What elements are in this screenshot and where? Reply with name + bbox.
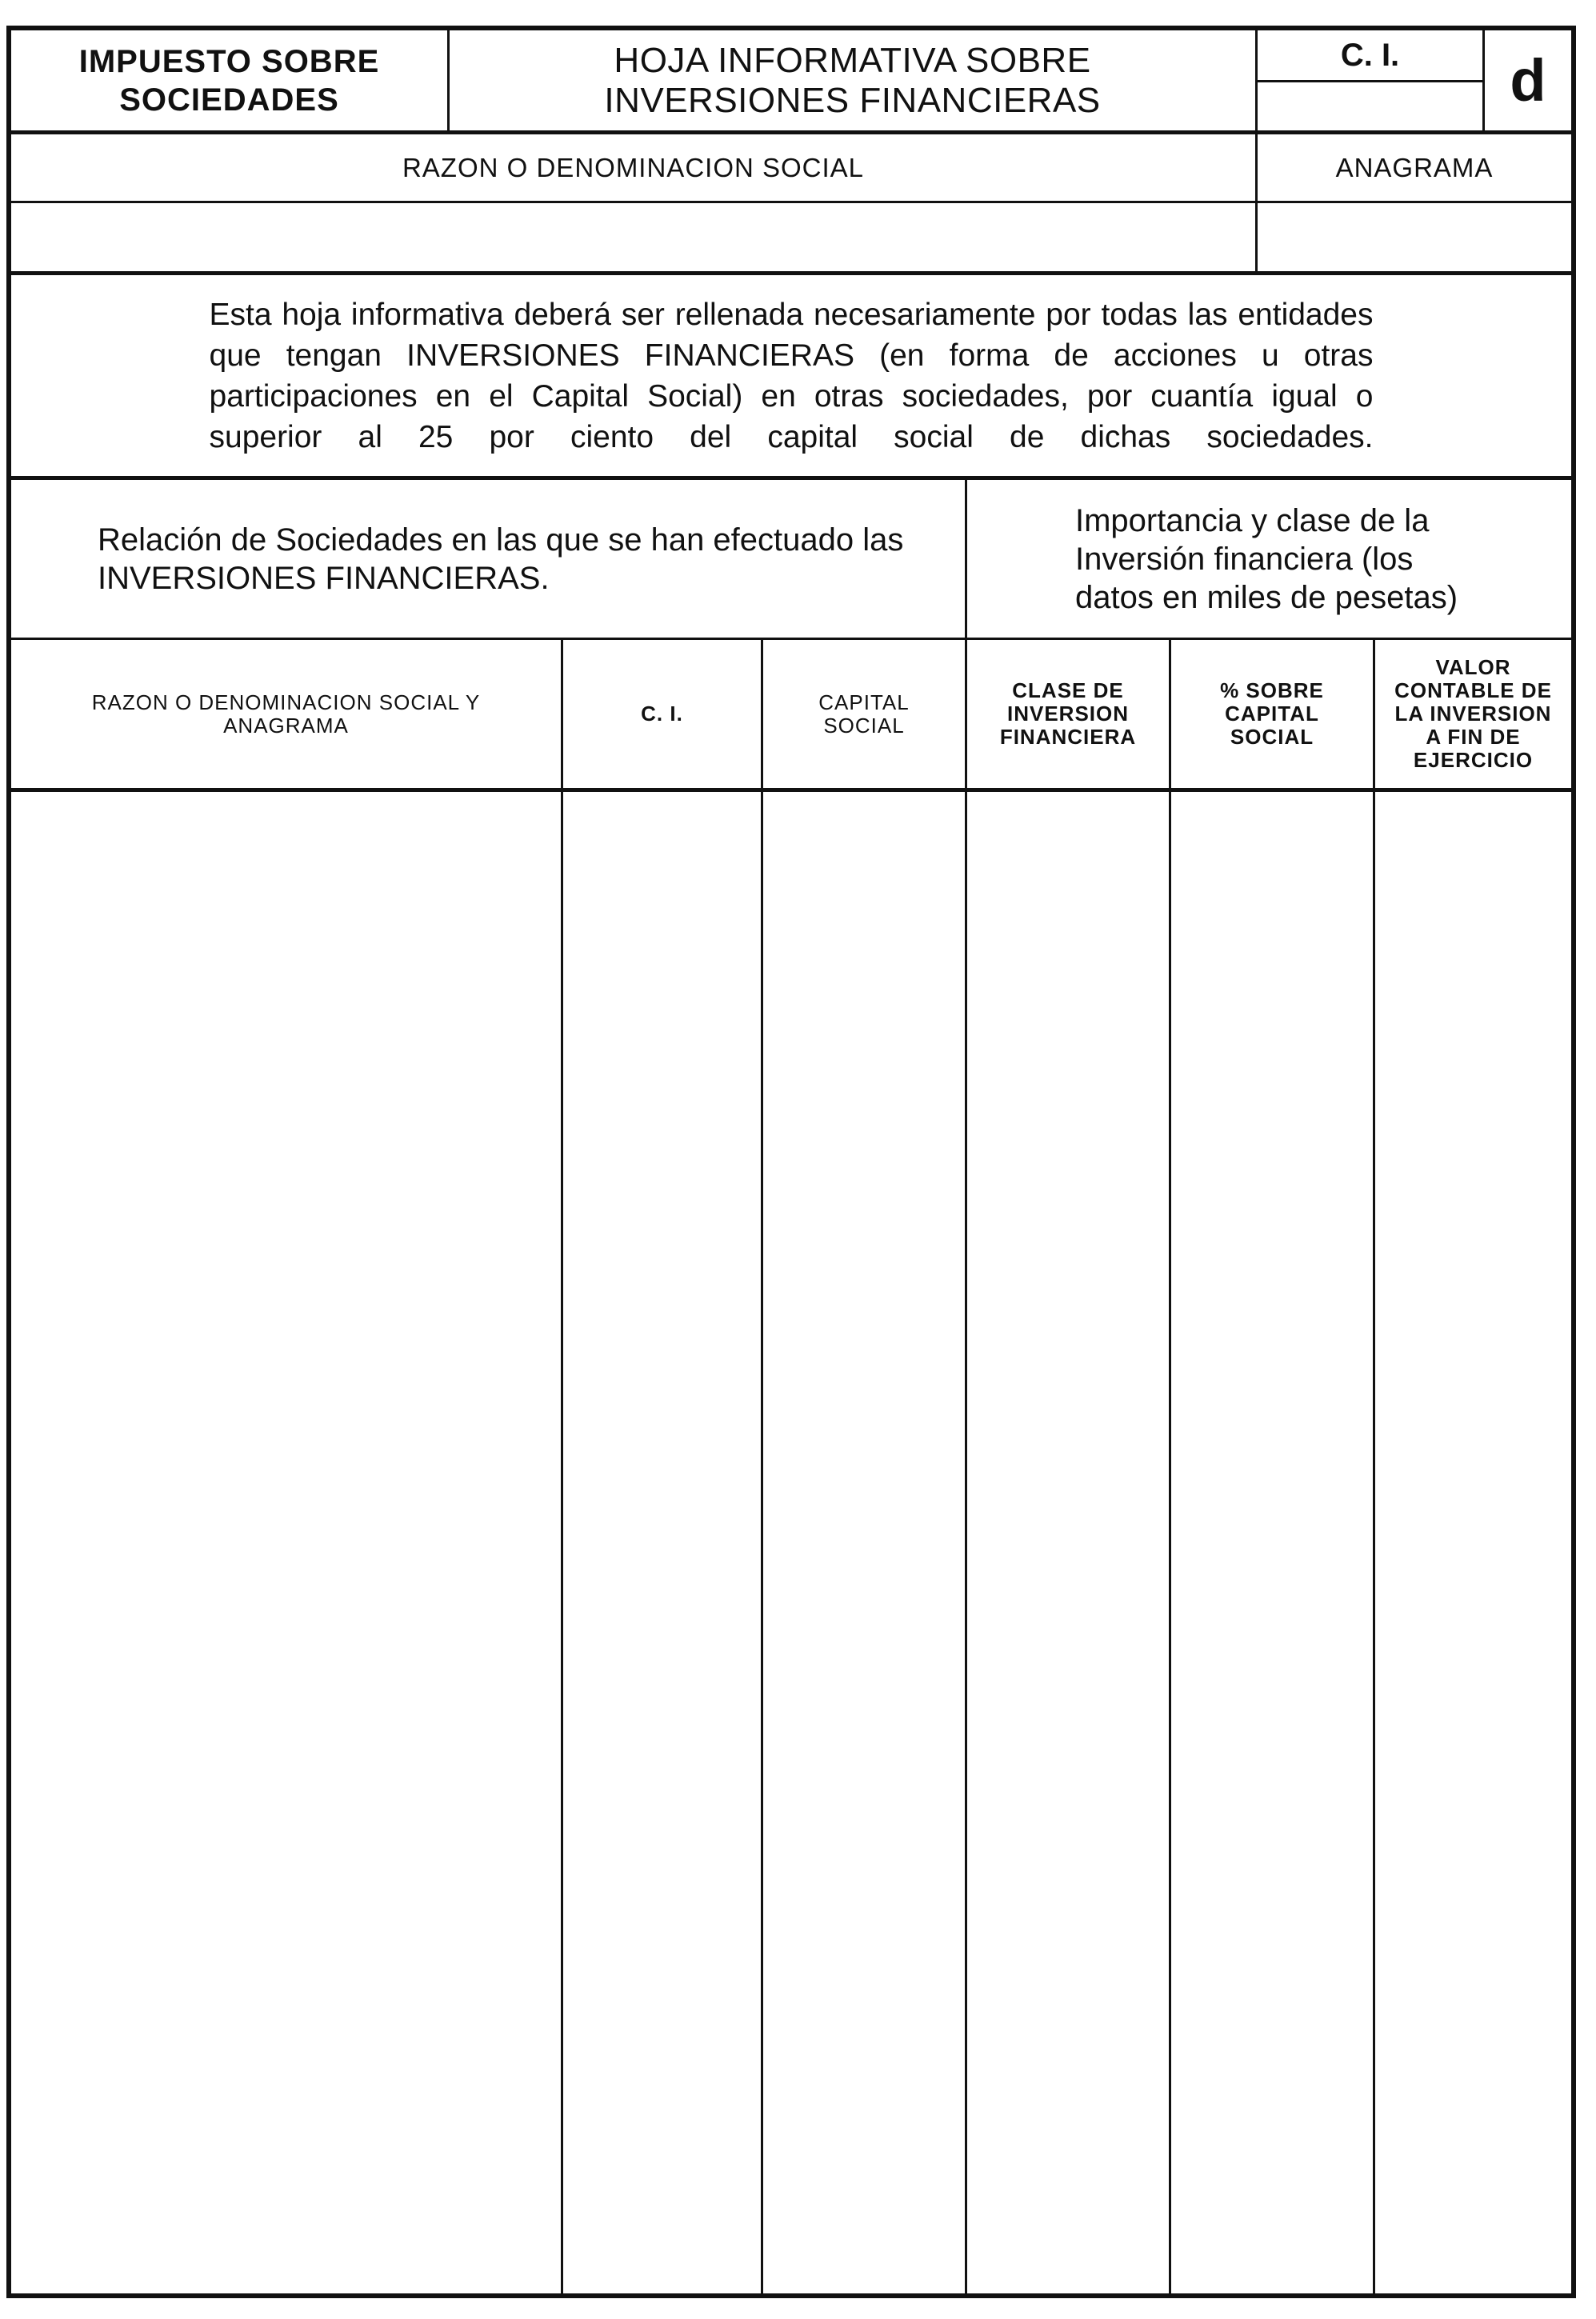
data-column-capital[interactable] — [763, 792, 967, 2293]
col-header-razon — [11, 640, 563, 788]
ci-label-cell — [1258, 30, 1482, 82]
tax-title: IMPUESTO SOBRE SOCIEDADES — [78, 43, 380, 118]
data-column-valor[interactable] — [1375, 792, 1571, 2293]
notice-text: Esta hoja informativa deberá ser rellenada necesariamente por todas las entidades que tengan INVERSIONES FINANCIERAS (en forma de acciones u otras participaciones en el Capital Social) en otras sociedades, por cuantía igual o superior al 25 por ciento del capital social de dichas sociedades. — [209, 297, 1374, 454]
col-header-valor-text: VALOR CONTABLE DE LA INVERSION A FIN DE EJERCICIO — [1394, 655, 1552, 772]
notice-cell — [11, 275, 1571, 476]
data-column-porcentaje[interactable] — [1171, 792, 1375, 2293]
notice-row — [11, 275, 1571, 480]
entity-labels-row — [11, 134, 1571, 203]
form-title-cell — [450, 30, 1258, 130]
form-sheet — [6, 26, 1576, 2298]
form-header — [11, 30, 1571, 134]
sheet-letter: d — [1510, 47, 1546, 114]
data-column-ci[interactable] — [563, 792, 763, 2293]
col-header-capital-text: CAPITAL SOCIAL — [818, 690, 910, 738]
data-column-clase[interactable] — [967, 792, 1171, 2293]
razon-label-cell — [11, 134, 1258, 201]
data-area — [11, 792, 1571, 2293]
col-header-porcentaje-text: % SOBRE CAPITAL SOCIAL — [1220, 678, 1324, 749]
col-header-ci-text: C. I. — [641, 702, 683, 726]
col-header-valor — [1375, 640, 1571, 788]
col-header-clase-text: CLASE DE INVERSION FINANCIERA — [999, 678, 1137, 749]
form-title-line1: HOJA INFORMATIVA SOBRE — [614, 40, 1091, 80]
ci-input[interactable] — [1258, 82, 1482, 132]
anagrama-label: ANAGRAMA — [1335, 152, 1494, 182]
col-header-clase — [967, 640, 1171, 788]
col-header-ci — [563, 640, 763, 788]
col-header-porcentaje — [1171, 640, 1375, 788]
section-left-text: Relación de Sociedades en las que se han efectuado las INVERSIONES FINANCIERAS. — [98, 522, 904, 596]
section-left-cell — [11, 480, 967, 638]
ci-label: C. I. — [1340, 37, 1400, 73]
anagrama-label-cell — [1258, 134, 1571, 201]
col-header-capital — [763, 640, 967, 788]
col-header-razon-text: RAZON O DENOMINACION SOCIAL Y ANAGRAMA — [91, 690, 481, 738]
section-right-cell — [967, 480, 1571, 638]
section-right-text: Importancia y clase de la Inversión financiera (los datos en miles de pesetas) — [1075, 502, 1458, 615]
razon-social-input[interactable] — [11, 203, 1258, 271]
section-header-row — [11, 480, 1571, 640]
tax-title-cell — [11, 30, 450, 130]
ci-box — [1258, 30, 1485, 130]
razon-social-label: RAZON O DENOMINACION SOCIAL — [402, 152, 865, 182]
sheet-letter-cell — [1485, 30, 1571, 130]
entity-input-row — [11, 203, 1571, 275]
column-header-row — [11, 640, 1571, 792]
anagrama-input[interactable] — [1258, 203, 1571, 271]
data-column-razon[interactable] — [11, 792, 563, 2293]
form-title-line2: INVERSIONES FINANCIERAS — [604, 80, 1101, 120]
